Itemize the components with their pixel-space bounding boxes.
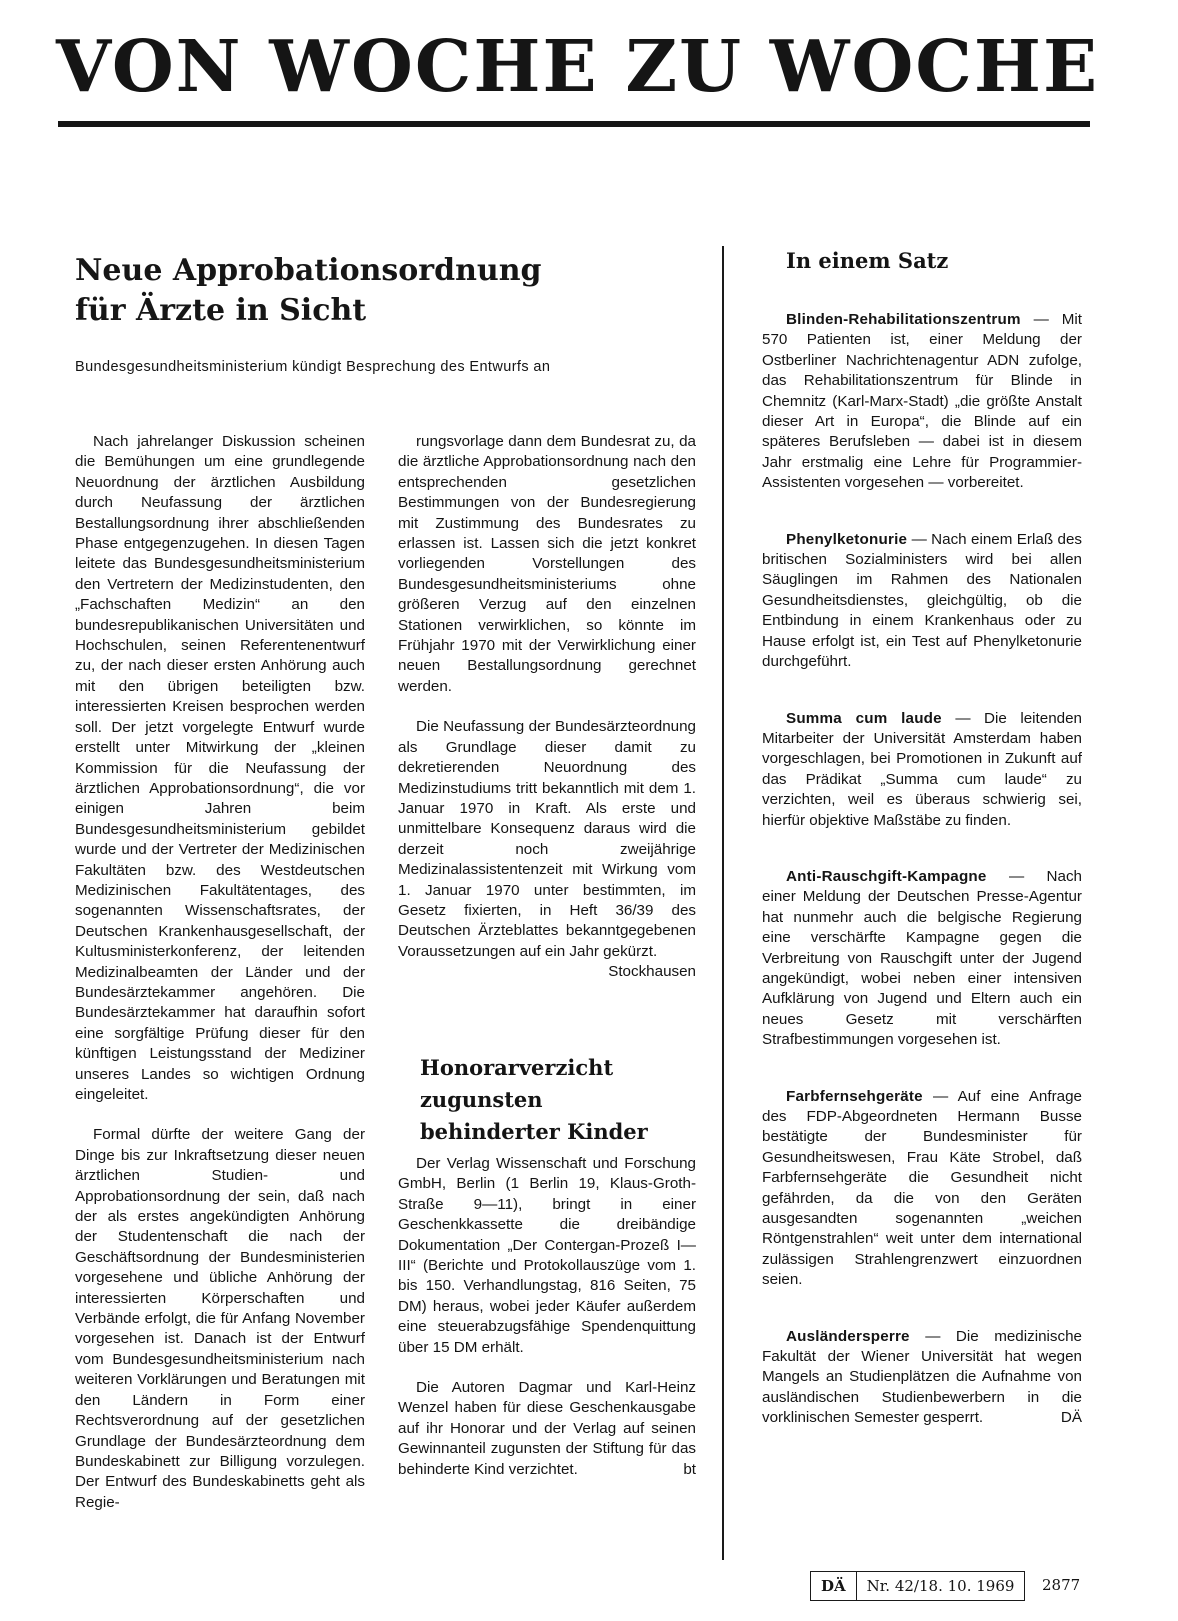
article1-paragraph: Formal dürfte der weitere Gang der Dinge bis zur Inkraftsetzung dieser neuen ärztlichen Studien- und Approbationsordnung der sein, daß nach der als erstes angekündigten Anhörung der Studentenschaft die nach der Geschäftsordnung der Bundesministerien vorgesehene und übliche Anhörung der interessierten Körperschaften und Verbände erfolgt, die für Anfang November vorgesehen ist. Danach ist der Entwurf vom Bundesgesundheitsministerium nach weiteren Vorklärungen und Beratungen mit den Ländern in Form einer Rechtsverordnung auf der gesetzlichen Grundlage der Bundesärzteordnung dem Bundeskabinett zur Billigung vorzulegen. Der Entwurf des Bundeskabinetts geht als Regie- [75, 1126, 365, 1511]
masthead-rule [58, 121, 1090, 127]
sidebar-item-text: — Nach einer Meldung der Deutschen Presse-Agentur hat nunmehr auch die belgische Regierung eine verschärfte Kampagne gegen die Verbreitung von Rauschgift unter der Jugend angekündigt, wobei neben einer intensiven Aufklärung von Jugend und Eltern auch ein neues Gesetz mit verschärften Strafbestimmungen vorgesehen ist. [762, 867, 1082, 1049]
article2-headline-line2: zugunsten [420, 1087, 543, 1112]
sidebar-item-lead: Farbfernsehgeräte [786, 1087, 923, 1105]
column-divider [722, 246, 724, 1560]
article1-headline-line1: Neue Approbationsordnung [75, 253, 542, 288]
sidebar-item [762, 530, 1082, 673]
sidebar-item [762, 1327, 1082, 1429]
article1-headline-line2: für Ärzte in Sicht [75, 293, 367, 328]
article2-paragraph [398, 1378, 696, 1480]
article2-headline-line3: behinderter Kinder [420, 1119, 648, 1144]
sidebar-item-text: — Mit 570 Patienten ist, einer Meldung der Ostberliner Nachrichtenagentur ADN zufolge, das Rehabilitationszentrum für Blinde in Chemnitz (Karl-Marx-Stadt) „die größte Anstalt dieser Art in Europa“, die Blinde auf ein späteres Berufsleben — dabei ist in diesem Jahr erstmalig eine Lehre für Programmier-Assistenten vorgesehen — vorbereitet. [762, 311, 1082, 492]
article2-headline-line1: Honorarverzicht [420, 1055, 614, 1080]
sidebar-title: In einem Satz [786, 248, 949, 273]
article1-column1 [75, 432, 365, 1513]
sidebar-signature: DÄ [1060, 1409, 1082, 1427]
masthead-title: VON WOCHE ZU WOCHE [56, 24, 1100, 108]
sidebar-item [762, 1087, 1082, 1291]
article1-column2 [398, 432, 696, 983]
footer-brand: DÄ [821, 1577, 846, 1595]
article1-paragraph: Nach jahrelanger Diskussion scheinen die Bemühungen um eine grundlegende Neuordnung der ärztlichen Ausbildung durch Neufassung der ärztlichen Bestallungsordnung ihrer abschließenden Phase entgegenzugehen. In diesen Tagen leitete das Bundesgesundheitsministerium den Vertretern der Medizinstudenten, den „Fachschaften Medizin“ an den bundesrepublikanischen Universitäten und Hochschulen, seinen Referentenentwurf zu, der nach dieser ersten Anhörung auch mit den übrigen beteiligten bzw. interessierten Kreisen besprochen werden soll. Der jetzt vorgelegte Entwurf wurde erstellt unter Mitwirkung der „kleinen Kommission für die Neufassung der ärztlichen Approbationsordnung“, die vor einigen Jahren beim Bundesgesundheitsministerium gebildet wurde und der Vertreter der Medizinischen Fakultäten bzw. des Westdeutschen Medizinischen Fakultätentages, des sogenannten Wissenschaftsrates, der Deutschen Krankenhausgesellschaft, der Kultusministerkonferenz, der leitenden Medizinalbeamten der Länder und der Bundesärztekammer angehören. Die Bundesärztekammer hat daraufhin sofort eine sorgfältige Prüfung dieser für den künftigen Leistungsstand der Mediziner unseres Landes so wichtigen Ordnung eingeleitet. [75, 433, 365, 1103]
article1-paragraph-text: Die Neufassung der Bundesärzteordnung als Grundlage dieser damit zu dekretierenden Neuordnung des Medizinstudiums tritt bekanntlich mit dem 1. Januar 1970 in Kraft. Als erste und unmittelbare Konsequenz daraus wird die derzeit noch zweijährige Medizinalassistentenzeit mit Wirkung vom 1. Januar 1970 unter bestimmten, im Gesetz fixierten, in Heft 36/39 des Deutschen Ärzteblattes bekanntgegebenen Voraussetzungen auf ein Jahr gekürzt. [398, 718, 696, 960]
footer-issue-box [810, 1571, 1025, 1601]
article1-paragraph: rungsvorlage dann dem Bundesrat zu, da die ärztliche Approbationsordnung nach den entsprechenden gesetzlichen Bestimmungen von der Bundesregierung mit Zustimmung des Bundesrates zu erlassen ist. Lassen sich die jetzt konkret vorliegenden Vorstellungen des Bundesgesundheitsministeriums ohne größeren Verzug auf den einzelnen Stationen verwirklichen, so könnte im Frühjahr 1970 mit der Verwirklichung einer neuen Bestallungsordnung gerechnet werden. [398, 433, 696, 695]
sidebar-item-lead: Summa cum laude [786, 709, 942, 727]
article1-paragraph [398, 717, 696, 981]
sidebar-item-text: — Nach einem Erlaß des britischen Sozialministers wird bei allen Säuglingen im Rahmen des Nationalen Gesundheitsdienstes, gleichgültig, ob die Entbindung in einem Krankenhaus oder zu Hause erfolgt ist, ein Test auf Phenylketonurie durchgeführt. [762, 530, 1082, 671]
article2-signature: bt [683, 1460, 696, 1478]
sidebar-item-lead: Anti-Rauschgift-Kampagne [786, 867, 987, 885]
page-number: 2877 [1042, 1576, 1081, 1594]
sidebar-news-list [762, 310, 1082, 1465]
sidebar-item [762, 709, 1082, 831]
article1-headline [75, 251, 675, 331]
article2-paragraph-text: Die Autoren Dagmar und Karl-Heinz Wenzel haben für diese Geschenkausgabe auf ihr Honorar und der Verlag auf seinen Gewinnanteil zugunsten der Stiftung für das behinderte Kind verzichtet. [398, 1379, 696, 1478]
sidebar-item [762, 310, 1082, 494]
footer-issue: Nr. 42/18. 10. 1969 [856, 1572, 1025, 1600]
article1-signature: Stockhausen [608, 963, 696, 981]
sidebar-item-lead: Phenylketonurie [786, 530, 908, 548]
article1-subheadline: Bundesgesundheitsministerium kündigt Besprechung des Entwurfs an [75, 359, 551, 375]
sidebar-item-text: — Auf eine Anfrage des FDP-Abgeordneten Hermann Busse bestätigte der Bundesminister für Gesundheitswesen, Frau Käte Strobel, daß Farbfernsehgeräte die Gesundheit nicht gefährden, da die von den Geräten ausgesandten sogenannten „weichen Röntgenstrahlen“ weit unter dem international zulässigen Strahlengrenzwert einzuordnen seien. [762, 1087, 1082, 1289]
article2-body [398, 1154, 696, 1480]
sidebar-item [762, 867, 1082, 1051]
article2-paragraph: Der Verlag Wissenschaft und Forschung GmbH, Berlin (1 Berlin 19, Klaus-Groth-Straße 9—11), bringt in einer Geschenkkassette die dreibändige Dokumentation „Der Contergan-Prozeß I—III“ (Berichte und Protokollauszüge vom 1. bis 150. Verhandlungstag, 816 Seiten, 75 DM) heraus, wobei jeder Käufer außerdem eine steuerabzugsfähige Spendenquittung über 15 DM erhält. [398, 1155, 696, 1356]
sidebar-item-lead: Blinden-Rehabilitationszentrum [786, 311, 1021, 328]
article2-headline [420, 1052, 700, 1148]
sidebar-item-text: — Die leitenden Mitarbeiter der Universität Amsterdam haben vorgeschlagen, bei Promotionen in Zukunft auf das Prädikat „Summa cum laude“ zu verzichten, weil es überaus schwierig sei, hierfür objektive Maßstäbe zu finden. [762, 709, 1082, 829]
sidebar-item-lead: Ausländersperre [786, 1327, 910, 1345]
sidebar-item-text: — Die medizinische Fakultät der Wiener Universität hat wegen Mangels an Studienplätzen die Aufnahme von ausländischen Studienbewerbern in die vorklinischen Semester gesperrt. [762, 1327, 1082, 1427]
